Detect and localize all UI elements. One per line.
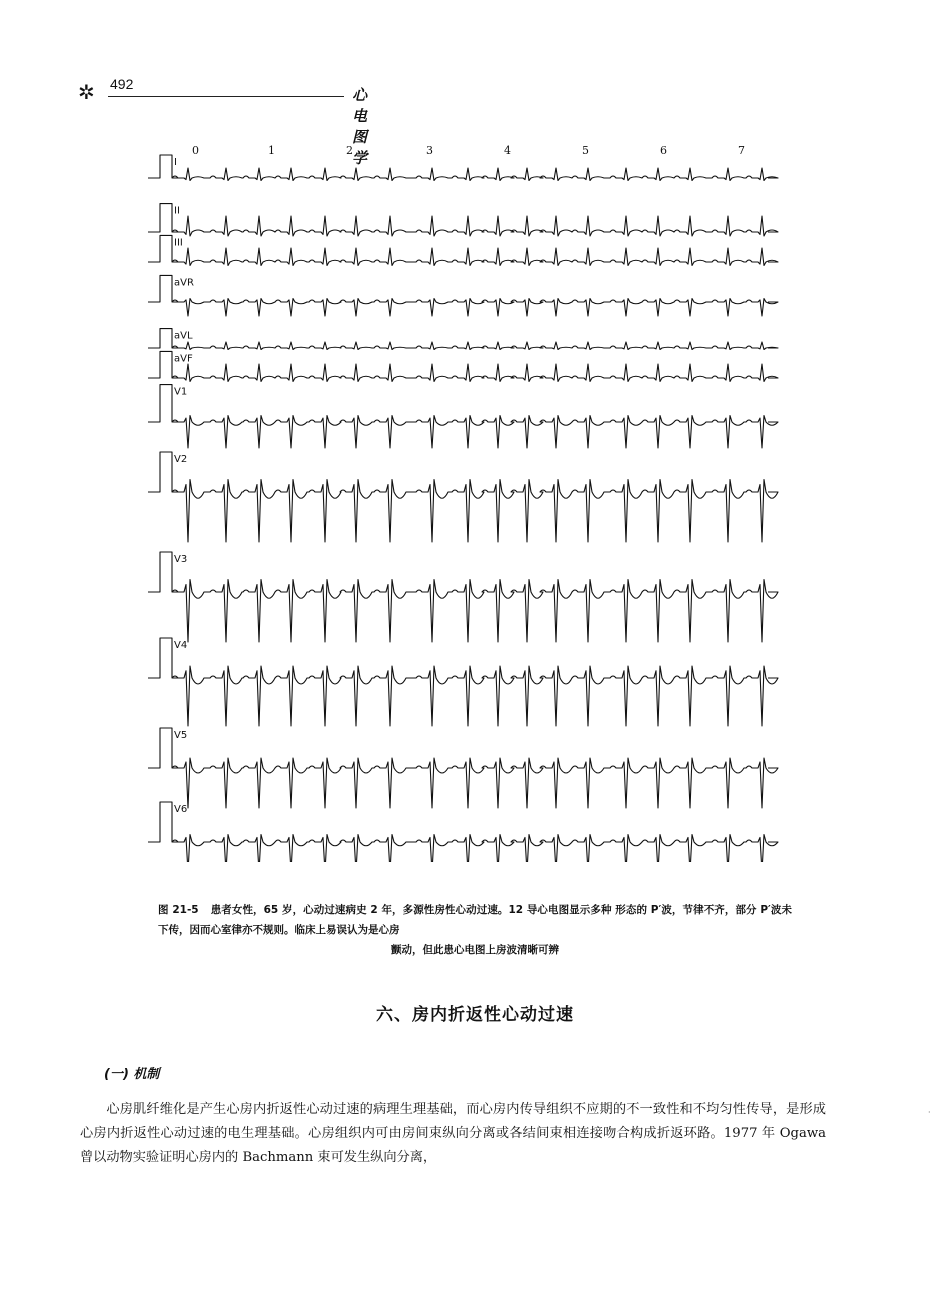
beat-number: 0: [192, 144, 199, 157]
caption-line-2: 形态的 P′波，节律不齐，部分 P′波未下传，因而心室律亦不规则。临床上易误认为是心房: [158, 904, 793, 936]
subheading: (一) 机制: [104, 1067, 160, 1082]
lead-label: V3: [174, 554, 188, 565]
paragraph: 心房肌纤维化是产生心房内折返性心动过速的病理生理基础，而心房内传导组织不应期的不一致性和不均匀性传导，是形成心房内折返性心动过速的电生理基础。心房组织内可由房间束纵向分离或各结间束相连接吻合构成折返环路。1977 年 Ogawa 曾以动物实验证明心房内的 Bachmann 束可发生纵向分离，: [80, 1102, 826, 1165]
lead-label: V1: [174, 386, 188, 398]
ecg-figure: [140, 140, 780, 862]
page-number: 492: [110, 76, 134, 92]
ecg-lead-trace: [148, 728, 778, 808]
lead-label: aVR: [174, 277, 194, 289]
lead-label: V4: [174, 640, 188, 651]
lead-label: aVF: [174, 353, 193, 365]
lead-label: II: [174, 205, 180, 217]
figure-caption: [158, 900, 792, 960]
beat-number: 1: [268, 144, 275, 157]
ecg-lead-trace: [148, 638, 778, 726]
header-rule: [108, 96, 344, 97]
lead-label: I: [174, 157, 177, 168]
ecg-lead-trace: [148, 802, 778, 862]
ecg-tracing: [140, 140, 780, 862]
lead-label: V6: [174, 804, 188, 815]
beat-number: 6: [660, 144, 667, 157]
lead-label: V5: [174, 730, 188, 741]
margin-mark: ·: [928, 1108, 931, 1117]
section-title: 六、房内折返性心动过速: [376, 1005, 574, 1025]
ecg-lead-trace: [148, 351, 778, 381]
ornament-icon: ✲: [78, 80, 95, 104]
lead-label: aVL: [174, 330, 193, 342]
body-text: [80, 1098, 826, 1170]
caption-line-1: 患者女性，65 岁，心动过速病史 2 年，多源性房性心动过速。12 导心电图显示多种: [210, 904, 612, 916]
ecg-lead-trace: [148, 552, 778, 642]
beat-number: 2: [346, 144, 353, 157]
lead-label: III: [174, 237, 183, 249]
lead-label: V2: [174, 454, 188, 465]
running-title: 心电图学: [352, 86, 378, 167]
beat-number: 4: [504, 144, 511, 157]
ecg-lead-trace: [148, 155, 778, 181]
ecg-lead-trace: [148, 204, 778, 236]
beat-number: 3: [426, 144, 433, 157]
figure-label: 图 21-5: [158, 904, 199, 916]
ecg-lead-trace: [148, 452, 778, 542]
ecg-lead-trace: [148, 385, 778, 448]
beat-number: 7: [738, 144, 745, 157]
ecg-lead-trace: [148, 329, 778, 350]
caption-line-3: 颤动，但此患心电图上房波清晰可辨: [391, 944, 559, 956]
ecg-lead-trace: [148, 235, 778, 265]
beat-number: 5: [582, 144, 589, 157]
ecg-lead-trace: [148, 275, 778, 316]
page-header: [78, 76, 398, 167]
